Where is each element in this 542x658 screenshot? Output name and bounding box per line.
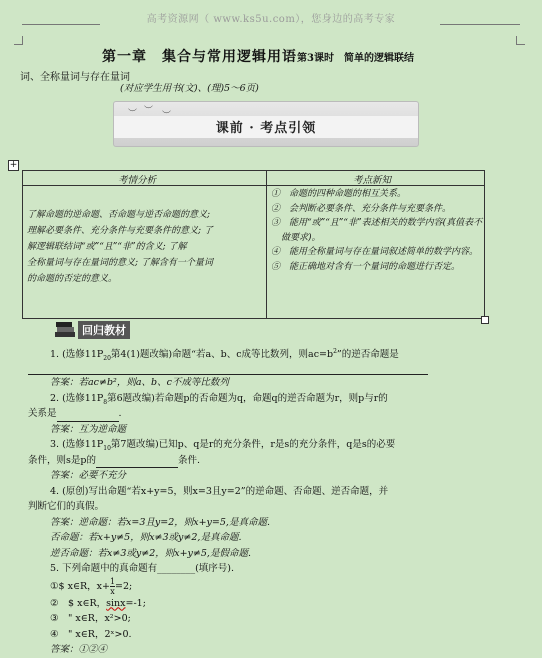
analysis-line: 全称量词与存在量词的意义; 了解含有一个量词: [27, 258, 213, 268]
margin-corner-top-left: [14, 36, 23, 45]
answer-1: 答案：若ac≠b²，则a、b、c不成等比数列: [50, 377, 229, 388]
bird-icon: ︶: [162, 111, 172, 121]
chapter-title: 第一章 集合与常用逻辑用语: [102, 49, 297, 65]
questions-area: [28, 344, 518, 658]
knowledge-item: ① 命题的四种命题的相互关系。: [271, 189, 407, 199]
question-3-cont: 条件，则s是p的 条件.: [28, 453, 518, 469]
answer-2: 答案：互为逆命题: [50, 423, 127, 435]
analysis-cell: [27, 207, 263, 287]
knowledge-item: ③ 能用“或”“且”“非”表述相关的数学内容(真值表不做要求)。: [271, 218, 483, 243]
page-header-text: 高考资源网（ www.ks5u.com），您身边的高考专家: [146, 14, 396, 25]
option-3: ③ " x∈R，x²>0;: [50, 613, 131, 624]
option-2: ② $ x∈R，sinx=-1;: [50, 597, 146, 609]
table-column-divider: [266, 171, 267, 318]
fraction: $\frac{1}{x}$: [109, 576, 116, 596]
answer-blank-3[interactable]: [96, 456, 178, 468]
section-badge: [54, 320, 134, 339]
question-5: 5. 下列命题中的真命题有________(填序号).: [50, 563, 235, 574]
answer-4-converse: 答案：逆命题：若x=3且y=2，则x+y=5,是真命题.: [50, 516, 270, 528]
bird-icon: ︶: [144, 106, 154, 116]
book-stack-icon: [54, 321, 76, 338]
question-2: 2. (选修$11P_8$第6题改编)若命题p的否命题为q，命题q的逆否命题为r，则p与r的: [50, 392, 388, 406]
knowledge-item: ② 会判断必要条件、充分条件与充要条件。: [271, 203, 452, 214]
option-1: ①$ x∈R，x+ $\frac{1}{x}$ =2;: [50, 576, 133, 596]
section-banner: [113, 101, 419, 147]
lesson-title-cont: 词、全称量词与存在量词: [20, 72, 130, 83]
answer-4-contrapositive: 逆否命题：若x≠3或y≠2，则x+y≠5,是假命题.: [50, 547, 251, 559]
table-header-analysis: 考情分析: [118, 175, 157, 186]
option-4: ④ " x∈R，2ˣ>0.: [50, 628, 132, 640]
table-move-handle-icon[interactable]: +: [9, 160, 18, 170]
table-header-divider: [23, 185, 484, 186]
bird-icon: ︶: [128, 109, 138, 119]
header-rule-left: [22, 24, 100, 25]
knowledge-cell: [271, 187, 483, 274]
margin-corner-top-right: [516, 36, 525, 45]
analysis-line: 解逻辑联结词“或”“且”“非”的含义; 了解: [27, 242, 187, 252]
answer-blank-2[interactable]: [57, 410, 119, 422]
answer-blank-1[interactable]: [28, 360, 518, 376]
answer-3: 答案：必要不充分: [50, 470, 127, 481]
answer-5: 答案：①②④: [50, 644, 108, 655]
question-4-cont: 判断它们的真假。: [28, 501, 105, 512]
question-3: 3. (选修$11P_{10}$第7题改编)已知p、q是r的充分条件，r是s的充分条件，q是s的必要: [50, 439, 396, 452]
analysis-line: 理解必要条件、充分条件与充要条件的意义; 了: [27, 226, 213, 236]
document-title: [20, 48, 526, 87]
knowledge-item: ⑤ 能正确地对含有一个量词的命题进行否定。: [271, 261, 461, 272]
question-4: 4. (原创)写出命题“若x+y=5，则x=3且y=2”的逆命题、否命题、逆否命题，并: [50, 485, 389, 497]
reference-note: (对应学生用书(文)、(理)5～6页): [120, 83, 259, 94]
header-rule-right: [440, 24, 520, 25]
question-2-cont: 关系是 .: [28, 406, 518, 422]
knowledge-item: ④ 能用全称量词与存在量词叙述简单的数学内容。: [271, 247, 479, 257]
table-resize-handle-icon[interactable]: [481, 316, 489, 324]
banner-title: 课前 · 考点引领: [215, 121, 317, 136]
lesson-title: 第3课时 简单的逻辑联结: [297, 53, 414, 64]
objectives-table: [22, 170, 485, 319]
answer-4-inverse: 否命题：若x+y≠5，则x≠3或y≠2,是真命题.: [50, 532, 242, 543]
section-badge-label: 回归教材: [78, 321, 130, 339]
analysis-line: 了解命题的逆命题、否命题与逆否命题的意义;: [27, 210, 211, 220]
analysis-line: 的命题的否定的意义。: [27, 274, 118, 284]
question-1: 1. (选修$11P_{20}$第4(1)题改编)命题“若a、b、c成等比数列，则$ac=b^2$”的逆否命题是: [50, 348, 399, 363]
table-header-knowledge: 考点新知: [353, 175, 392, 186]
